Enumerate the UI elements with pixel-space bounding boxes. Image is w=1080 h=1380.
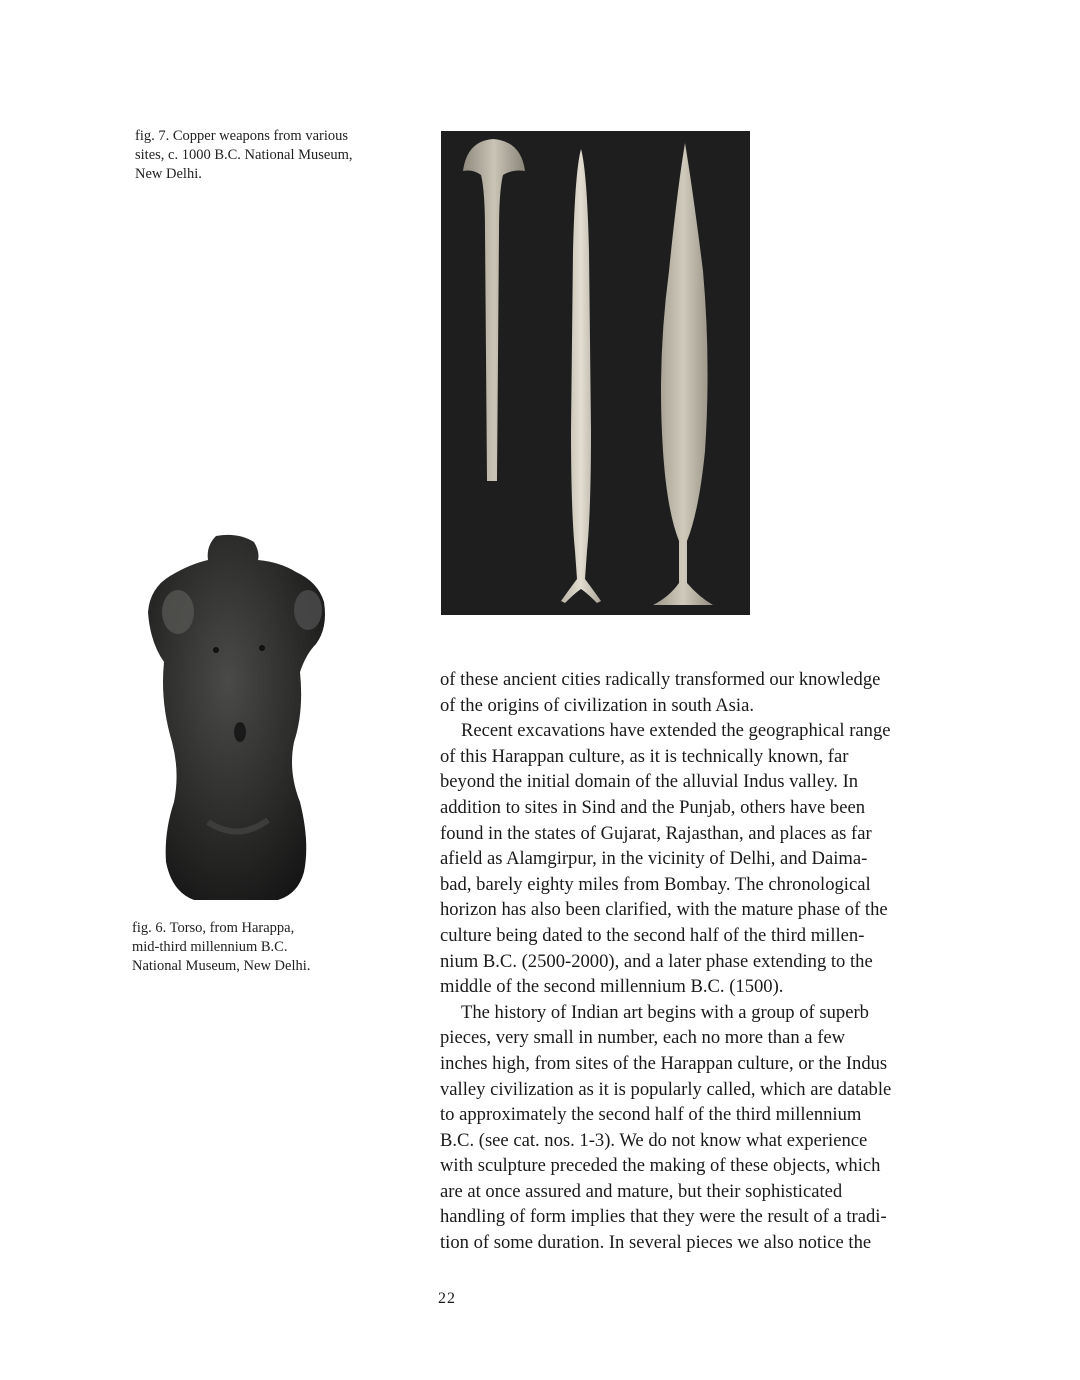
page-number: 22: [438, 1290, 456, 1307]
body-line: B.C. (see cat. nos. 1-3). We do not know what experience: [440, 1129, 868, 1151]
body-line: pieces, very small in number, each no more than a few: [440, 1027, 846, 1049]
fig6-caption: [132, 919, 372, 976]
body-line: to approximately the second half of the third millennium: [440, 1104, 862, 1126]
body-line: culture being dated to the second half of the third millen-: [440, 924, 865, 946]
body-line: beyond the initial domain of the alluvial Indus valley. In: [440, 771, 859, 793]
fig6-caption-line: mid-third millennium B.C.: [132, 939, 288, 955]
weapon-sword-slender: [561, 149, 601, 603]
torso-body: [148, 535, 325, 900]
body-line: of these ancient cities radically transformed our knowledge: [440, 669, 881, 690]
torso-photo: [128, 532, 374, 904]
body-line: inches high, from sites of the Harappan culture, or the Indus: [440, 1052, 888, 1074]
body-line: addition to sites in Sind and the Punjab, others have been: [440, 796, 866, 818]
body-line: bad, barely eighty miles from Bombay. The chronological: [440, 873, 871, 895]
torso-image: [128, 532, 374, 904]
fig7-caption-line: New Delhi.: [135, 166, 202, 182]
fig6-caption-line: fig. 6. Torso, from Harappa,: [132, 920, 295, 936]
fig7-caption-line: sites, c. 1000 B.C. National Museum,: [135, 147, 353, 163]
body-line: middle of the second millennium B.C. (1500).: [440, 976, 784, 998]
body-line: found in the states of Gujarat, Rajasthan, and places as far: [440, 822, 872, 844]
body-line: are at once assured and mature, but their sophisticated: [440, 1180, 843, 1202]
body-line: of the origins of civilization in south Asia.: [440, 694, 754, 716]
body-line: handling of form implies that they were the result of a tradi-: [440, 1206, 887, 1228]
weapon-dagger-broad: [653, 143, 713, 605]
fig7-caption-line: fig. 7. Copper weapons from various: [135, 128, 349, 144]
body-line: horizon has also been clarified, with the mature phase of the: [440, 899, 888, 921]
weapon-axe: [463, 139, 525, 481]
body-line: nium B.C. (2500-2000), and a later phase extending to the: [440, 950, 873, 972]
body-text: [440, 667, 960, 1256]
body-line: afield as Alamgirpur, in the vicinity of Delhi, and Daima-: [440, 848, 868, 870]
copper-weapons-image: [441, 131, 750, 615]
body-line: Recent excavations have extended the geographical range: [461, 720, 891, 742]
copper-weapons-photo: [441, 131, 750, 615]
body-line: The history of Indian art begins with a group of superb: [461, 1001, 869, 1023]
body-line: of this Harappan culture, as it is technically known, far: [440, 745, 849, 767]
body-line: valley civilization as it is popularly called, which are datable: [440, 1078, 892, 1100]
body-line: with sculpture preceded the making of these objects, which: [440, 1155, 881, 1177]
fig7-caption: [135, 127, 395, 184]
fig6-caption-line: National Museum, New Delhi.: [132, 958, 311, 974]
body-line: tion of some duration. In several pieces we also notice the: [440, 1232, 872, 1254]
